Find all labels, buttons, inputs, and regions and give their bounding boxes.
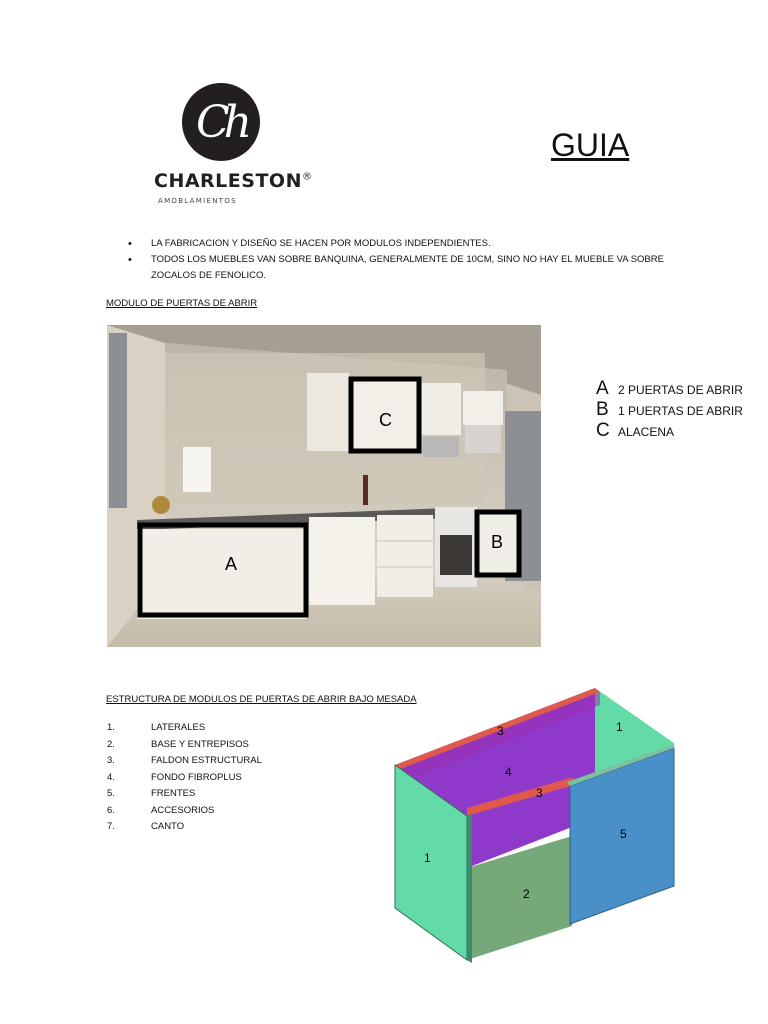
list-item-number: 5. [107, 788, 115, 799]
list-item-number: 1. [107, 722, 115, 733]
list-item-number: 4. [107, 771, 115, 783]
bullet-item: • TODOS LOS MUEBLES VAN SOBRE BANQUINA, GENERALMENTE DE 10CM, SINO NO HAY EL MUEBLE VA SOBRE ZOCALOS DE FENOLICO. [128, 252, 688, 284]
logo-brand-text: CHARLESTON [154, 170, 302, 192]
cabinet-structure-diagram [342, 668, 704, 998]
list-item-text: BASE Y ENTREPISOS [151, 738, 249, 750]
module-legend [596, 378, 766, 441]
logo-brand [154, 170, 312, 192]
logo-monogram: Ch [182, 83, 260, 161]
legend-letter: B [596, 399, 609, 420]
list-item-number: 3. [107, 755, 115, 766]
legend-row [596, 378, 766, 399]
diagram-label-front: 5 [620, 827, 627, 841]
legend-letter: C [596, 420, 610, 441]
bullet-list [128, 236, 688, 284]
list-item-number: 7. [107, 821, 115, 832]
legend-row [596, 420, 766, 441]
logo-tagline: AMOBLAMIENTOS [158, 197, 237, 205]
list-item-text: ACCESORIOS [151, 804, 215, 816]
charleston-logo [150, 80, 313, 210]
diagram-label-base: 2 [523, 887, 530, 901]
diagram-label-side-left: 1 [424, 851, 431, 865]
kitchen-render-image [107, 325, 541, 647]
legend-row [596, 399, 766, 420]
list-item-number: 2. [107, 738, 115, 750]
section-heading-estructura: ESTRUCTURA DE MODULOS DE PUERTAS DE ABRIR BAJO MESADA [106, 694, 417, 705]
diagram-label-side-right: 1 [616, 720, 623, 734]
kitchen-label-a: A [225, 554, 238, 574]
list-item-number: 6. [107, 804, 115, 816]
list-item-text: LATERALES [151, 722, 206, 733]
legend-text: 1 PUERTAS DE ABRIR [618, 404, 743, 418]
legend-text: 2 PUERTAS DE ABRIR [618, 383, 743, 397]
kitchen-label-c: C [379, 410, 392, 430]
diagram-label-faldon-top: 3 [497, 724, 504, 738]
list-item-text: FONDO FIBROPLUS [151, 771, 242, 783]
legend-text: ALACENA [618, 425, 675, 439]
legend-letter: A [596, 378, 609, 399]
kitchen-label-b: B [491, 532, 504, 552]
diagram-label-faldon-mid: 3 [536, 786, 543, 800]
page-title: GUIA [551, 127, 630, 163]
diagram-label-back: 4 [505, 765, 512, 779]
section-heading-modulo: MODULO DE PUERTAS DE ABRIR [106, 298, 258, 309]
list-item-text: FALDON ESTRUCTURAL [151, 755, 262, 766]
list-item-text: FRENTES [151, 788, 196, 799]
bullet-item: • LA FABRICACION Y DISEÑO SE HACEN POR MODULOS INDEPENDIENTES. [128, 236, 688, 252]
logo-registered-mark: ® [301, 171, 313, 183]
list-item-text: CANTO [151, 821, 185, 832]
